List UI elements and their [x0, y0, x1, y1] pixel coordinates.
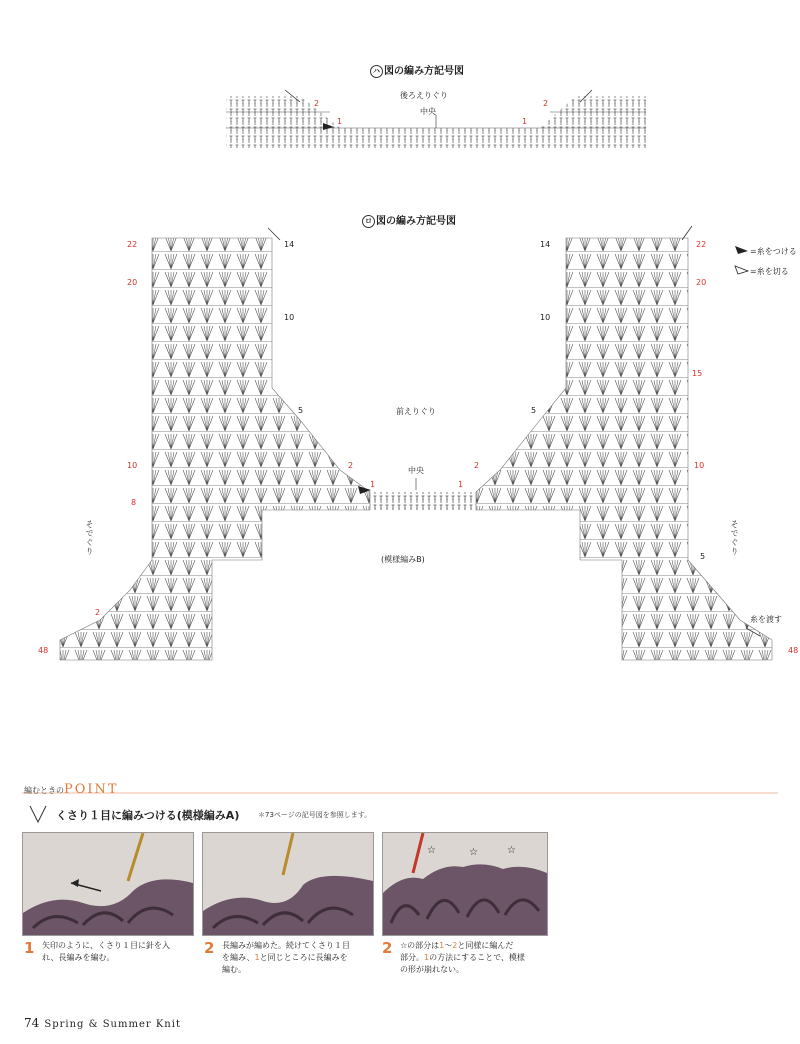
diagram-main-marker: ロ	[362, 215, 375, 228]
step-2-photo	[202, 832, 374, 936]
left-side-label: そでぐり	[85, 520, 94, 556]
left-inner-1: 1	[370, 480, 376, 489]
front-neck-label: 前えりぐり	[396, 407, 436, 416]
legend-attach: =糸をつける	[750, 247, 797, 256]
left-inner-5: 5	[298, 406, 304, 415]
step-1-photo	[22, 832, 194, 936]
top-row-left-2: 2	[314, 99, 320, 108]
left-inner-14: 14	[284, 240, 295, 249]
legend-icons	[735, 246, 748, 274]
right-row-22: 22	[696, 240, 707, 249]
main-center-label: 中央	[408, 466, 424, 475]
step-1-text: 矢印のように、くさり１目に針を入 れ、長編みを編む。	[42, 941, 170, 962]
right-inner-10: 10	[540, 313, 551, 322]
top-row-left-1: 1	[337, 117, 343, 126]
top-center-label: 中央	[420, 107, 436, 116]
step-3: 2	[382, 939, 393, 957]
back-neck-label: 後ろえりぐり	[400, 91, 448, 100]
left-row-8: 8	[131, 498, 137, 507]
step-3-text: ☆の部分は1～2と同様に編んだ 部分。1の方法にすることで、模様 の形が崩れない。	[400, 941, 525, 974]
left-inner-10: 10	[284, 313, 295, 322]
right-row-5: 5	[700, 552, 706, 561]
top-row-right-1: 1	[522, 117, 528, 126]
right-inner-2: 2	[474, 461, 480, 470]
yarn-pass-label: 糸を渡す	[750, 615, 782, 624]
svg-text:☆: ☆	[507, 845, 516, 856]
legend-cut: =糸を切る	[750, 267, 789, 276]
right-inner-1: 1	[458, 480, 464, 489]
yarn-attach-icon	[735, 246, 748, 254]
point-note: ＊73ページの記号図を参照します。	[258, 811, 372, 819]
left-row-48: 48	[38, 646, 49, 655]
step-1: 1	[24, 939, 35, 957]
pattern-label: (模様編みB)	[381, 555, 425, 564]
diagram-main-title: ロ 図の編み方記号図	[362, 212, 456, 228]
point-subtitle: くさり１目に編みつける(模様編みA)	[56, 809, 240, 822]
right-row-48: 48	[788, 646, 799, 655]
right-row-15: 15	[692, 369, 703, 378]
right-inner-14: 14	[540, 240, 551, 249]
right-inner-5: 5	[531, 406, 537, 415]
chain-stitch-icon	[30, 806, 46, 822]
step-2: 2	[204, 939, 215, 957]
step-2-text: 長編みが編めた。続けてくさり１目 を編み、1と同じところに長編みを 編む。	[222, 941, 350, 974]
svg-text:☆: ☆	[469, 847, 478, 858]
page-number: 74	[24, 1016, 40, 1030]
main-chart-left	[60, 228, 371, 660]
page-footer	[24, 1012, 181, 1031]
svg-text:☆: ☆	[427, 845, 436, 856]
left-row-22: 22	[127, 240, 138, 249]
top-chart	[226, 90, 646, 148]
left-row-20: 20	[127, 278, 138, 287]
point-heading: 編むときのPOINT	[24, 782, 119, 797]
left-inner-2: 2	[348, 461, 354, 470]
top-row-right-2: 2	[543, 99, 549, 108]
diagram-top-title: ハ 図の編み方記号図	[370, 62, 464, 78]
right-side-label: そでぐり	[730, 520, 739, 556]
main-chart-right	[476, 226, 772, 660]
right-row-20: 20	[696, 278, 707, 287]
left-row-10: 10	[127, 461, 138, 470]
diagram-top-marker: ハ	[370, 65, 383, 78]
right-row-10: 10	[694, 461, 705, 470]
magazine-title: Spring & Summer Knit	[44, 1019, 181, 1030]
left-row-2: 2	[95, 608, 101, 617]
step-3-photo	[382, 832, 548, 936]
yarn-cut-icon	[735, 266, 748, 274]
